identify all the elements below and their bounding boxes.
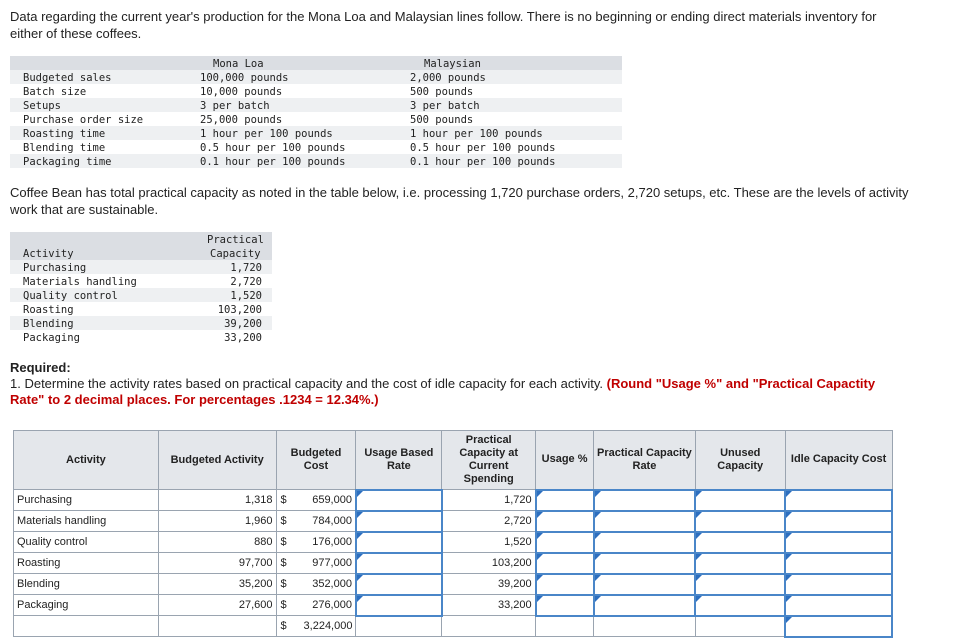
- budgeted-cost-cell: 276,000: [298, 595, 356, 616]
- mona-loa-value: 3 per batch: [200, 100, 270, 112]
- currency-symbol: $: [276, 616, 298, 637]
- idle-cost-input[interactable]: [786, 575, 891, 594]
- usage-rate-input[interactable]: [357, 575, 441, 594]
- usage-rate-input[interactable]: [357, 554, 441, 573]
- practical-capacity-cell: 103,200: [442, 553, 536, 574]
- total-blank: [594, 616, 696, 637]
- usage-pct-input[interactable]: [537, 554, 593, 573]
- row-label: Purchase order size: [23, 114, 144, 126]
- currency-symbol: $: [276, 511, 298, 532]
- currency-symbol: $: [276, 490, 298, 511]
- mona-loa-value: 25,000 pounds: [200, 114, 283, 126]
- malaysian-value: 500 pounds: [410, 114, 474, 126]
- header-usage-based-rate: Usage Based Rate: [356, 431, 442, 490]
- usage-rate-input[interactable]: [357, 512, 441, 531]
- capacity-value: 2,720: [230, 276, 262, 288]
- total-row: [14, 616, 893, 637]
- unused-capacity-input[interactable]: [696, 596, 784, 615]
- practical-capacity-cell: 2,720: [442, 511, 536, 532]
- mona-loa-value: 1 hour per 100 pounds: [200, 128, 333, 140]
- usage-rate-input[interactable]: [357, 533, 441, 552]
- usage-pct-input-cell[interactable]: [536, 532, 594, 553]
- intro-paragraph: Data regarding the current year's production for the Mona Loa and Malaysian lines follow. There is no beginning or ending direct materials inventory for either of these coffees.: [10, 9, 877, 41]
- budgeted-cost-cell: 176,000: [298, 532, 356, 553]
- capacity-value: 1,720: [230, 262, 262, 274]
- currency-symbol: $: [276, 532, 298, 553]
- idle-cost-input-cell[interactable]: [785, 574, 892, 595]
- capacity-value: 39,200: [224, 318, 262, 330]
- capacity-activity: Packaging: [23, 332, 80, 344]
- practical-rate-input-cell[interactable]: [594, 595, 696, 616]
- practical-rate-input[interactable]: [595, 512, 695, 531]
- header-unused-capacity: Unused Capacity: [695, 431, 785, 490]
- capacity-value: 1,520: [230, 290, 262, 302]
- capacity-activity: Purchasing: [23, 262, 87, 274]
- row-label: Packaging time: [23, 156, 112, 168]
- row-label: Batch size: [23, 86, 87, 98]
- header-activity: Activity: [14, 431, 159, 490]
- required-text: 1. Determine the activity rates based on practical capacity and the cost of idle capacity for each activity.: [10, 376, 603, 391]
- budgeted-activity-cell: 880: [158, 532, 276, 553]
- practical-capacity-cell: 1,520: [442, 532, 536, 553]
- budgeted-cost-cell: 784,000: [298, 511, 356, 532]
- unused-capacity-input-cell[interactable]: [695, 511, 785, 532]
- table-row: [14, 574, 893, 595]
- malaysian-value: 1 hour per 100 pounds: [410, 128, 543, 140]
- idle-cost-total-input-cell[interactable]: [785, 616, 892, 637]
- row-activity: Quality control: [14, 532, 159, 553]
- row-activity: Materials handling: [14, 511, 159, 532]
- usage-pct-input-cell[interactable]: [536, 595, 594, 616]
- unused-capacity-input-cell[interactable]: [695, 490, 785, 511]
- row-activity: Purchasing: [14, 490, 159, 511]
- usage-pct-input[interactable]: [537, 491, 593, 510]
- total-blank: [14, 616, 159, 637]
- idle-cost-input-cell[interactable]: [785, 490, 892, 511]
- usage-pct-input-cell[interactable]: [536, 490, 594, 511]
- usage-pct-input-cell[interactable]: [536, 553, 594, 574]
- capacity-header-line1: Practical: [207, 234, 264, 246]
- unused-capacity-input[interactable]: [696, 512, 784, 531]
- row-label: Setups: [23, 100, 61, 112]
- table-row: [14, 532, 893, 553]
- budgeted-cost-cell: 659,000: [298, 490, 356, 511]
- usage-pct-input-cell[interactable]: [536, 511, 594, 532]
- capacity-note-paragraph: Coffee Bean has total practical capacity as noted in the table below, i.e. processing 1,720 purchase orders, 2,720 setups, etc. These are the levels of activity work that are sustainable.: [10, 185, 909, 217]
- budgeted-activity-cell: 35,200: [158, 574, 276, 595]
- unused-capacity-input-cell[interactable]: [695, 553, 785, 574]
- malaysian-header: Malaysian: [424, 58, 481, 70]
- capacity-activity: Quality control: [23, 290, 118, 302]
- table-row: [14, 553, 893, 574]
- practical-rate-input-cell[interactable]: [594, 532, 696, 553]
- mona-loa-header: Mona Loa: [213, 58, 264, 70]
- table-row: [14, 595, 893, 616]
- mona-loa-value: 0.5 hour per 100 pounds: [200, 142, 346, 154]
- capacity-value: 33,200: [224, 332, 262, 344]
- row-activity: Blending: [14, 574, 159, 595]
- idle-cost-input[interactable]: [786, 596, 891, 615]
- currency-symbol: $: [276, 553, 298, 574]
- unused-capacity-input-cell[interactable]: [695, 595, 785, 616]
- mona-loa-value: 10,000 pounds: [200, 86, 283, 98]
- usage-rate-input-cell[interactable]: [356, 532, 442, 553]
- mona-loa-value: 0.1 hour per 100 pounds: [200, 156, 346, 168]
- usage-pct-input[interactable]: [537, 533, 593, 552]
- usage-pct-input[interactable]: [537, 575, 593, 594]
- currency-symbol: $: [276, 574, 298, 595]
- row-label: Roasting time: [23, 128, 106, 140]
- practical-rate-input-cell[interactable]: [594, 574, 696, 595]
- unused-capacity-input[interactable]: [696, 575, 784, 594]
- table-row: [14, 511, 893, 532]
- budgeted-activity-cell: 27,600: [158, 595, 276, 616]
- practical-capacity-cell: 33,200: [442, 595, 536, 616]
- total-blank: [695, 616, 785, 637]
- total-blank: [442, 616, 536, 637]
- usage-pct-input[interactable]: [537, 596, 593, 615]
- unused-capacity-input-cell[interactable]: [695, 574, 785, 595]
- capacity-activity: Roasting: [23, 304, 74, 316]
- budgeted-cost-cell: 977,000: [298, 553, 356, 574]
- usage-pct-input-cell[interactable]: [536, 574, 594, 595]
- practical-rate-input[interactable]: [595, 491, 695, 510]
- idle-cost-total-input[interactable]: [786, 617, 891, 636]
- usage-rate-input-cell[interactable]: [356, 574, 442, 595]
- budgeted-activity-cell: 97,700: [158, 553, 276, 574]
- usage-pct-input[interactable]: [537, 512, 593, 531]
- required-title: Required:: [10, 360, 71, 375]
- mona-loa-value: 100,000 pounds: [200, 72, 289, 84]
- idle-cost-input[interactable]: [786, 554, 891, 573]
- practical-rate-input[interactable]: [595, 596, 695, 615]
- total-blank: [356, 616, 442, 637]
- rounding-instruction: (Round "Usage %" and "Practical Capactity Rate" to 2 decimal places. For percentages .1234 = 12.34%.): [10, 376, 876, 407]
- capacity-activity: Materials handling: [23, 276, 137, 288]
- header-budgeted-activity: Budgeted Activity: [158, 431, 276, 490]
- total-blank: [536, 616, 594, 637]
- capacity-header-line2: Capacity: [210, 248, 261, 260]
- unused-capacity-input-cell[interactable]: [695, 532, 785, 553]
- practical-rate-input[interactable]: [595, 533, 695, 552]
- usage-rate-input-cell[interactable]: [356, 553, 442, 574]
- idle-cost-input-cell[interactable]: [785, 532, 892, 553]
- practical-rate-input-cell[interactable]: [594, 490, 696, 511]
- practical-rate-input[interactable]: [595, 575, 695, 594]
- malaysian-value: 500 pounds: [410, 86, 474, 98]
- practical-rate-input-cell[interactable]: [594, 511, 696, 532]
- header-usage-pct: Usage %: [536, 431, 594, 490]
- capacity-activity: Blending: [23, 318, 74, 330]
- production-data-table: [10, 56, 622, 169]
- practical-rate-input[interactable]: [595, 554, 695, 573]
- unused-capacity-input[interactable]: [696, 533, 784, 552]
- budgeted-activity-cell: 1,318: [158, 490, 276, 511]
- row-activity: Packaging: [14, 595, 159, 616]
- answer-table: [13, 430, 893, 638]
- malaysian-value: 0.5 hour per 100 pounds: [410, 142, 556, 154]
- practical-rate-input-cell[interactable]: [594, 553, 696, 574]
- idle-cost-input-cell[interactable]: [785, 553, 892, 574]
- unused-capacity-input[interactable]: [696, 491, 784, 510]
- unused-capacity-input[interactable]: [696, 554, 784, 573]
- idle-cost-input-cell[interactable]: [785, 595, 892, 616]
- activity-header: Activity: [23, 248, 74, 260]
- row-activity: Roasting: [14, 553, 159, 574]
- practical-capacity-cell: 1,720: [442, 490, 536, 511]
- idle-cost-input[interactable]: [786, 491, 891, 510]
- usage-rate-input-cell[interactable]: [356, 595, 442, 616]
- idle-cost-input-cell[interactable]: [785, 511, 892, 532]
- row-label: Budgeted sales: [23, 72, 112, 84]
- malaysian-value: 0.1 hour per 100 pounds: [410, 156, 556, 168]
- usage-rate-input[interactable]: [357, 491, 441, 510]
- total-blank: [158, 616, 276, 637]
- idle-cost-input[interactable]: [786, 512, 891, 531]
- header-idle-cost: Idle Capacity Cost: [785, 431, 892, 490]
- malaysian-value: 3 per batch: [410, 100, 480, 112]
- header-practical-capacity: Practical Capacity at Current Spending: [442, 431, 536, 490]
- usage-rate-input-cell[interactable]: [356, 511, 442, 532]
- budgeted-activity-cell: 1,960: [158, 511, 276, 532]
- practical-capacity-table: [10, 232, 272, 345]
- budgeted-cost-cell: 352,000: [298, 574, 356, 595]
- required-section: [10, 360, 910, 408]
- capacity-value: 103,200: [217, 304, 262, 316]
- idle-cost-input[interactable]: [786, 533, 891, 552]
- practical-capacity-cell: 39,200: [442, 574, 536, 595]
- total-cost-cell: 3,224,000: [298, 616, 356, 637]
- table-row: [14, 490, 893, 511]
- required-question: [10, 376, 910, 408]
- usage-rate-input[interactable]: [357, 596, 441, 615]
- row-label: Blending time: [23, 142, 106, 154]
- malaysian-value: 2,000 pounds: [410, 72, 486, 84]
- usage-rate-input-cell[interactable]: [356, 490, 442, 511]
- currency-symbol: $: [276, 595, 298, 616]
- header-practical-rate: Practical Capacity Rate: [594, 431, 696, 490]
- header-budgeted-cost: Budgeted Cost: [276, 431, 356, 490]
